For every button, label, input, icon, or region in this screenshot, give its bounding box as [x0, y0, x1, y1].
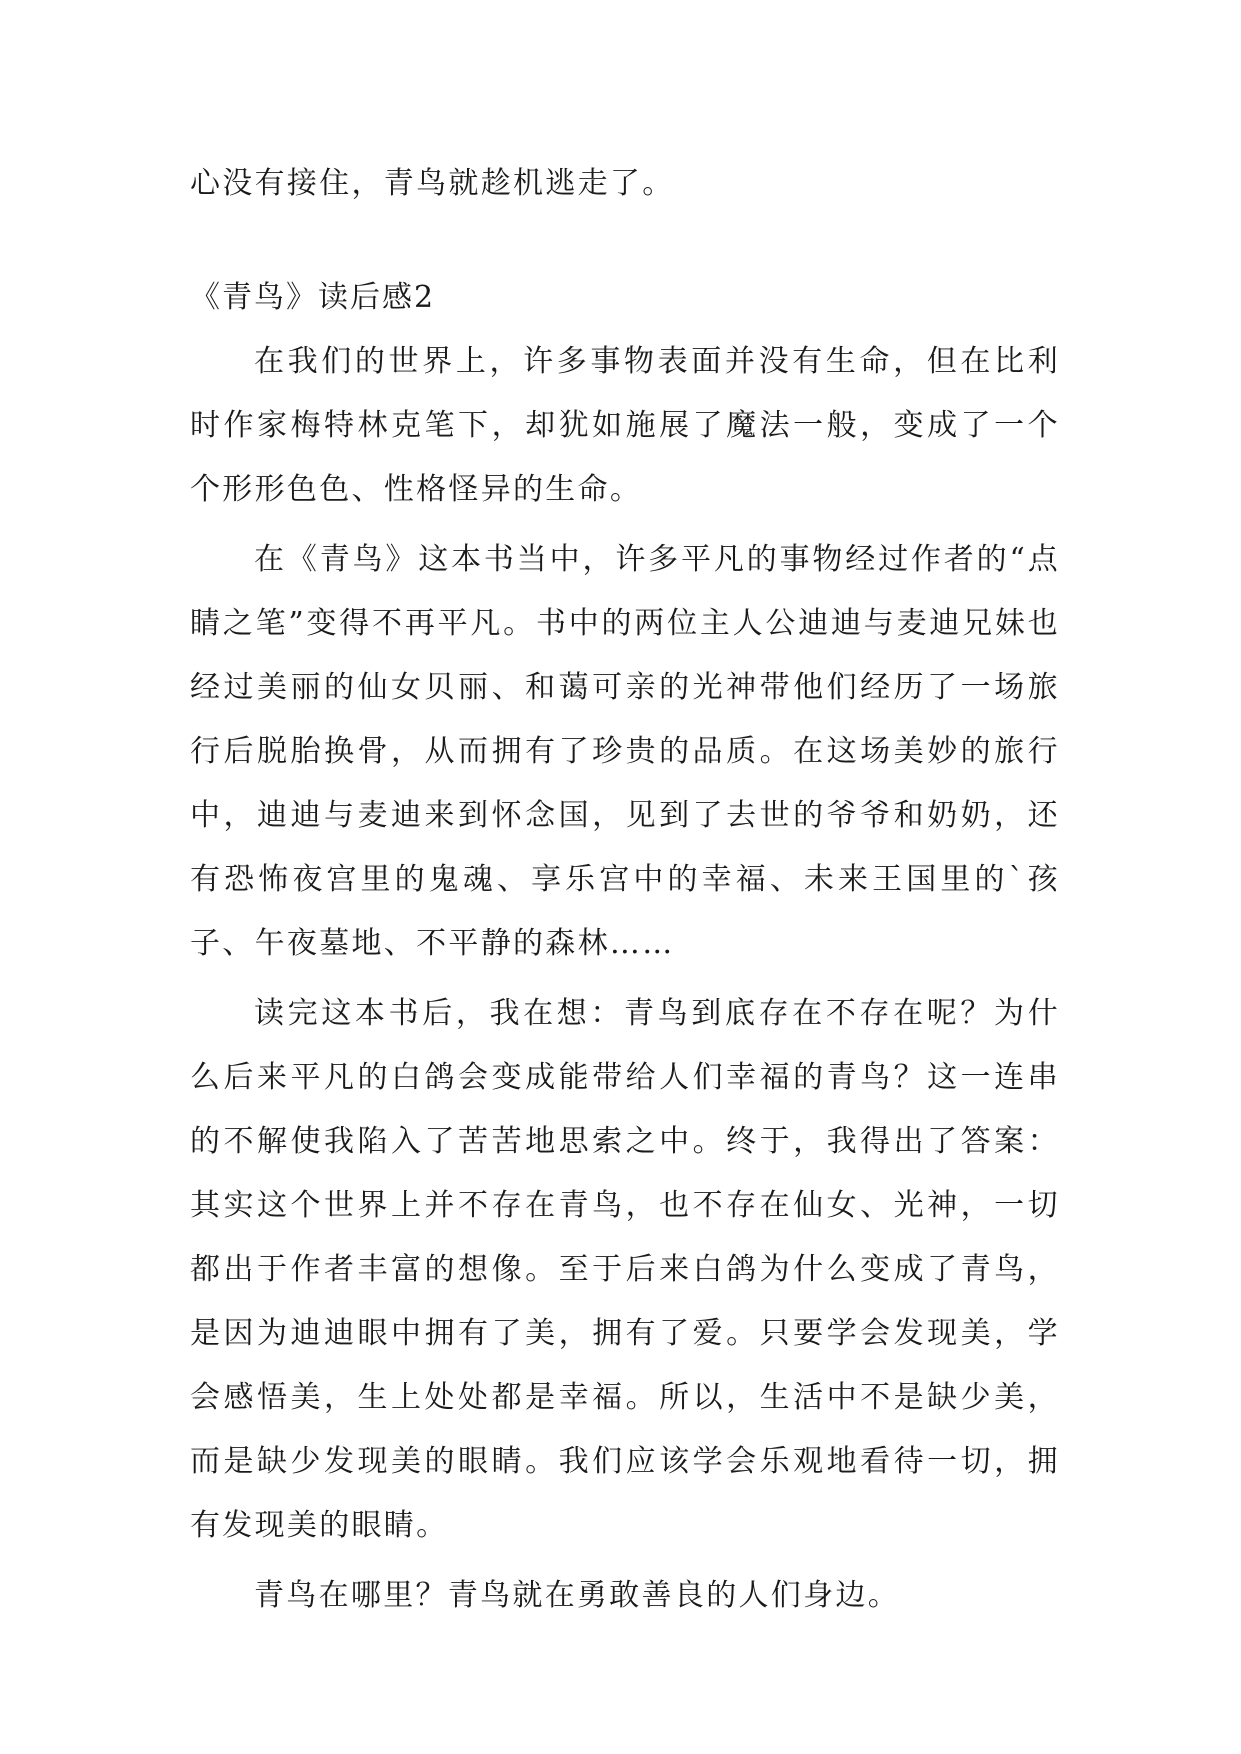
section-title: 《青鸟》读后感2 — [190, 280, 436, 315]
article-body — [190, 330, 1060, 1634]
paragraph-4: 青鸟在哪里？青鸟就在勇敢善良的人们身边。 — [254, 1578, 900, 1613]
paragraph-1: 在我们的世界上，许多事物表面并没有生命，但在比利时作家梅特林克笔下，却犹如施展了魔法一般，变成了一个个形形色色、性格怪异的生命。 — [190, 344, 1060, 507]
paragraph-2: 在《青鸟》这本书当中，许多平凡的事物经过作者的“点睛之笔”变得不再平凡。书中的两位主人公迪迪与麦迪兄妹也经过美丽的仙女贝丽、和蔼可亲的光神带他们经历了一场旅行后脱胎换骨，从而拥有了珍贵的品质。在这场美妙的旅行中，迪迪与麦迪来到怀念国，见到了去世的爷爷和奶奶，还有恐怖夜宫里的鬼魂、享乐宫中的幸福、未来王国里的`孩子、午夜墓地、不平静的森林…… — [190, 542, 1060, 961]
paragraph-3: 读完这本书后，我在想：青鸟到底存在不存在呢？为什么后来平凡的白鸽会变成能带给人们幸福的青鸟？这一连串的不解使我陷入了苦苦地思索之中。终于，我得出了答案：其实这个世界上并不存在青鸟，也不存在仙女、光神，一切都出于作者丰富的想像。至于后来白鸽为什么变成了青鸟，是因为迪迪眼中拥有了美，拥有了爱。只要学会发现美，学会感悟美，生上处处都是幸福。所以，生活中不是缺少美，而是缺少发现美的眼睛。我们应该学会乐观地看待一切，拥有发现美的眼睛。 — [190, 996, 1060, 1543]
continued-paragraph: 心没有接住，青鸟就趁机逃走了。 — [190, 166, 675, 201]
